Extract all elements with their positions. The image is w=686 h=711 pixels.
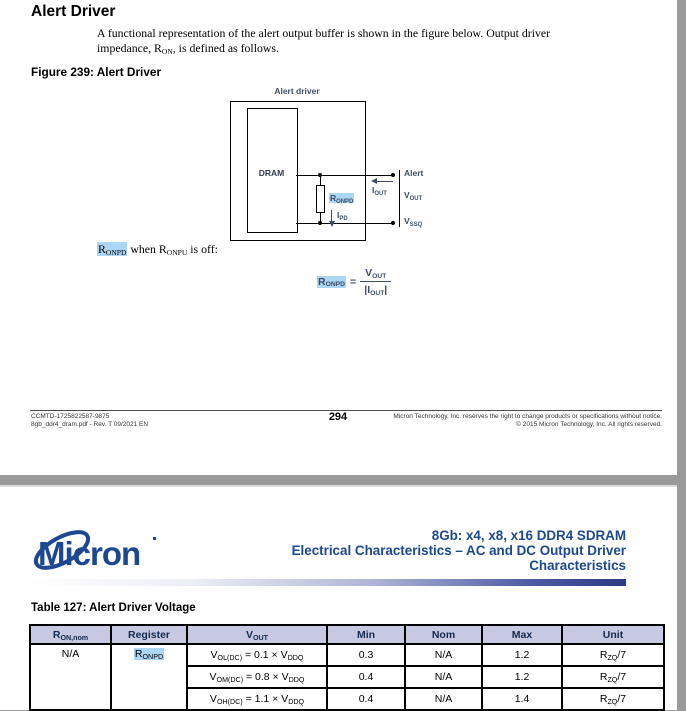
equation-numerator: VOUT bbox=[360, 267, 391, 282]
paragraph-line-2: impedance, RON, is defined as follows. bbox=[97, 40, 279, 56]
body-paragraph bbox=[97, 26, 617, 57]
micron-logo-text: Micron bbox=[38, 535, 141, 572]
col-header-vout: $V_{OUT}$ bbox=[187, 625, 327, 644]
page2-header bbox=[292, 529, 626, 573]
cell-ron-nom: N/A bbox=[30, 644, 111, 710]
header-product-line: 8Gb: x4, x8, x16 DDR4 SDRAM bbox=[431, 528, 626, 543]
cell-nom-2: N/A bbox=[405, 688, 482, 710]
footer-file-name: 8gb_ddr4_dram.pdf - Rev. T 09/2021 EN bbox=[31, 421, 149, 429]
cell-unit-1: $R_{ZQ}/7$ bbox=[562, 666, 664, 688]
junction-dot-bottom bbox=[318, 221, 322, 225]
col-header-min: Min bbox=[327, 625, 405, 644]
condition-text: RONPD when RONPU is off: bbox=[98, 242, 218, 258]
cell-register: $R_{ONPD}$ bbox=[111, 644, 187, 710]
cell-max-2: 1.4 bbox=[482, 688, 562, 710]
terminal-dot-vssq bbox=[391, 221, 395, 225]
table-row bbox=[30, 644, 664, 666]
terminal-dot-alert bbox=[391, 173, 395, 177]
table-caption: Table 127: Alert Driver Voltage bbox=[31, 602, 196, 614]
equation-equals: = bbox=[350, 275, 357, 288]
junction-dot-top bbox=[318, 173, 322, 177]
iout-arrow-head bbox=[371, 178, 377, 184]
pdf-page-2 bbox=[0, 485, 677, 710]
cell-unit-0: $R_{ZQ}/7$ bbox=[562, 644, 664, 666]
vssq-label: $V_{SSQ}$ bbox=[404, 216, 423, 228]
iout-arrow-line bbox=[376, 181, 393, 182]
col-header-max: Max bbox=[482, 625, 562, 644]
cell-min-1: 0.4 bbox=[327, 666, 405, 688]
footer-notice-2: © 2015 Micron Technology, Inc. All rights reserved. bbox=[516, 421, 662, 429]
cell-vout-1: $V_{OM(DC)} = 0.8 \times V_{DDQ}$ bbox=[187, 666, 327, 688]
resistor-label: $R_{ONPD}$ bbox=[330, 193, 354, 205]
footer-doc-id: CCMTD-1725822587-9875 bbox=[31, 413, 110, 420]
cell-vout-0: $V_{OL(DC)} = 0.1 \times V_{DDQ}$ bbox=[187, 644, 327, 666]
header-rule-gradient bbox=[25, 579, 626, 586]
col-header-nom: Nom bbox=[405, 625, 482, 644]
dram-label: DRAM bbox=[258, 168, 285, 178]
alert-driver-voltage-table bbox=[29, 624, 665, 711]
equation-fraction bbox=[360, 267, 391, 296]
alert-terminal-label: Alert bbox=[404, 168, 424, 178]
cell-min-2: 0.4 bbox=[327, 688, 405, 710]
resistor-body bbox=[316, 185, 325, 213]
micron-logo bbox=[31, 523, 163, 577]
cell-min-0: 0.3 bbox=[327, 644, 405, 666]
cell-vout-2: $V_{OH(DC)} = 1.1 \times V_{DDQ}$ bbox=[187, 688, 327, 710]
trademark-mark bbox=[153, 537, 156, 540]
cell-max-0: 1.2 bbox=[482, 644, 562, 666]
ronpd-equation bbox=[317, 267, 391, 296]
header-section-line-1: Electrical Characteristics – AC and DC Output Driver bbox=[291, 542, 626, 558]
equation-denominator: |IOUT| bbox=[364, 284, 388, 297]
ipd-label: $I_{PD}$ bbox=[337, 210, 348, 222]
ipd-arrow-head bbox=[329, 221, 335, 227]
footer-notice-1: Micron Technology, Inc. reserves the right to change products or specifications without notice. bbox=[393, 413, 662, 420]
output-node-line bbox=[399, 170, 400, 227]
pdf-viewer-gutter bbox=[677, 0, 686, 708]
header-section-line-2: Characteristics bbox=[529, 557, 626, 573]
col-header-register: Register bbox=[111, 625, 187, 644]
page-number: 294 bbox=[328, 411, 348, 423]
col-header-ron-nom: $R_{ON,nom}$ bbox=[30, 625, 111, 644]
col-header-unit: Unit bbox=[562, 625, 664, 644]
vout-label: $V_{OUT}$ bbox=[404, 190, 423, 202]
cell-max-1: 1.2 bbox=[482, 666, 562, 688]
footer-right bbox=[393, 413, 662, 429]
section-heading: Alert Driver bbox=[31, 3, 116, 20]
cell-nom-0: N/A bbox=[405, 644, 482, 666]
figure-caption: Figure 239: Alert Driver bbox=[31, 65, 162, 79]
iout-label: $I_{OUT}$ bbox=[372, 185, 387, 197]
cell-nom-1: N/A bbox=[405, 666, 482, 688]
paragraph-line-1: A functional representation of the alert output buffer is shown in the figure below. Output driver bbox=[97, 26, 551, 40]
wire-bottom bbox=[296, 223, 394, 224]
cell-unit-2: $R_{ZQ}/7$ bbox=[562, 688, 664, 710]
diagram-title: Alert driver bbox=[274, 86, 320, 96]
wire-top bbox=[296, 175, 394, 176]
table-header-row bbox=[30, 625, 664, 644]
footer-left bbox=[31, 413, 148, 429]
equation-lhs: RONPD bbox=[318, 275, 346, 289]
page-gap bbox=[0, 475, 686, 485]
